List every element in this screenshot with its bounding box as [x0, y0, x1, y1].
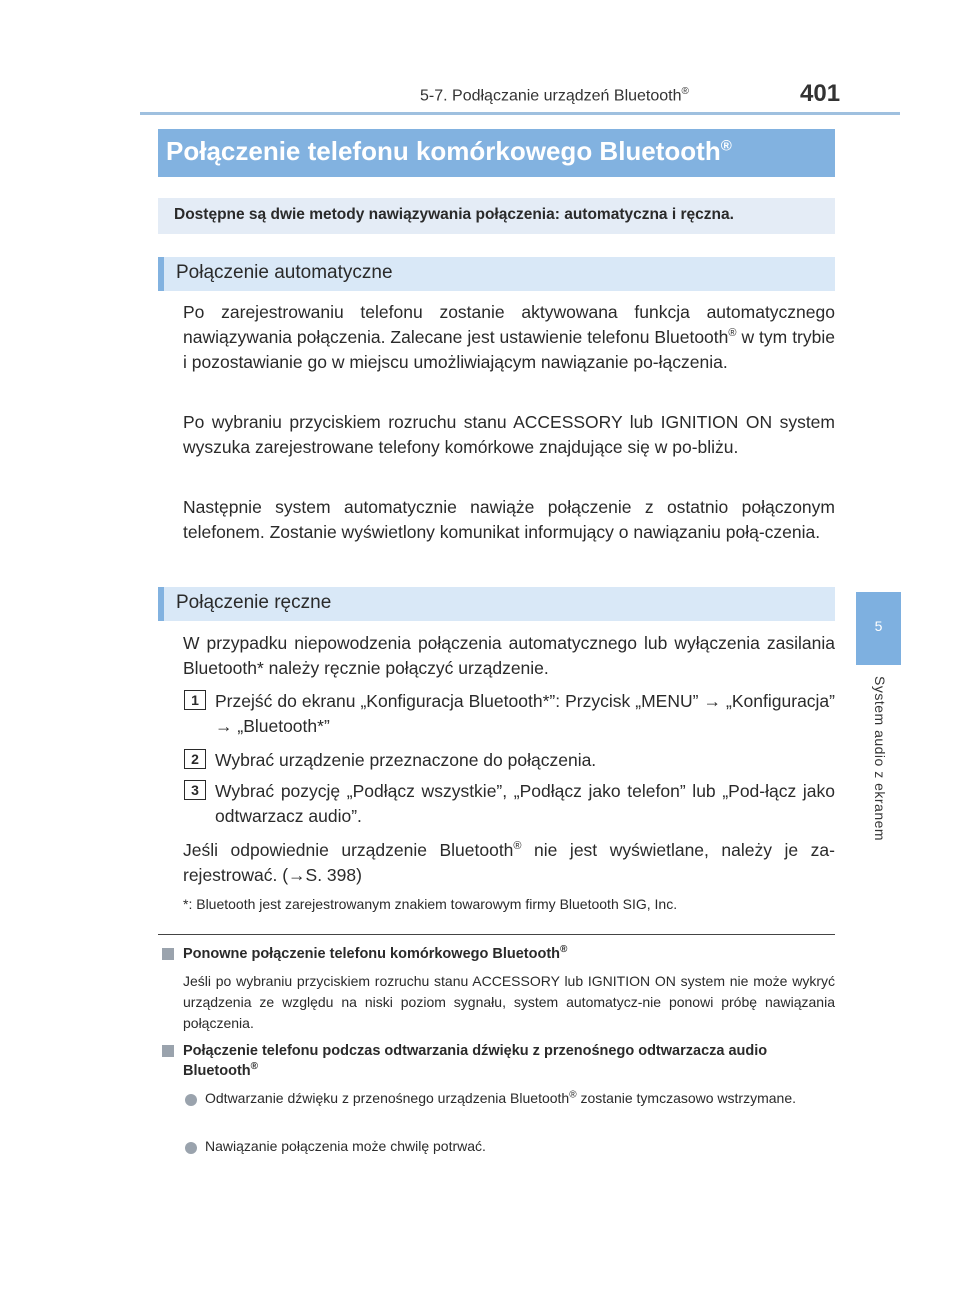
chapter-tab: 5	[856, 592, 901, 665]
step-number: 2	[184, 749, 206, 769]
footnote: *: Bluetooth jest zarejestrowanym znakiem towarowym firmy Bluetooth SIG, Inc.	[183, 896, 678, 912]
bullet-text: Odtwarzanie dźwięku z przenośnego urządzenia Bluetooth® zostanie tymczasowo wstrzymane.	[205, 1089, 796, 1106]
page-number: 401	[800, 80, 841, 107]
section-heading-auto: Połączenie automatyczne	[176, 262, 393, 283]
section-heading-manual: Połączenie ręczne	[176, 592, 332, 613]
note-heading: Połączenie telefonu podczas odtwarzania dźwięku z przenośnego odtwarzacza audio Bluetooth®	[183, 1043, 768, 1079]
arrow-icon: →	[703, 691, 722, 711]
paragraph: Następnie system automatycznie nawiąże połączenie z ostatnio połączonym telefonem. Zostanie wyświetlony komunikat informujący o nawiązaniu połą-czenia.	[183, 497, 835, 542]
arrow-icon: →	[215, 716, 233, 736]
step-number: 1	[184, 690, 206, 710]
running-header: 5-7. Podłączanie urządzeń Bluetooth®	[420, 86, 689, 105]
step-text: Wybrać urządzenie przeznaczone do połączenia.	[215, 750, 597, 770]
note-body: Jeśli po wybraniu przyciskiem rozruchu stanu ACCESSORY lub IGNITION ON system nie może wykryć urządzenia ze względu na niski poziom sygnału, system automatycz-nie ponowi próbę nawiązania połączenia.	[183, 973, 835, 1031]
paragraph: Jeśli odpowiednie urządzenie Bluetooth® nie jest wyświetlane, należy je za-rejestrować. (→S. 398)	[183, 838, 835, 888]
header-divider	[140, 112, 900, 115]
arrow-icon: →	[288, 865, 306, 885]
square-bullet-icon	[162, 948, 174, 960]
paragraph: W przypadku niepowodzenia połączenia automatycznego lub wyłączenia zasilania Bluetooth* należy ręcznie połączyć urządzenie.	[183, 633, 835, 678]
round-bullet-icon	[185, 1094, 197, 1106]
step-text: Przejść do ekranu „Konfiguracja Bluetooth*”: Przycisk „MENU” → „Konfiguracja” → „Bluetooth*”	[215, 689, 835, 739]
round-bullet-icon	[185, 1142, 197, 1154]
paragraph: Po wybraniu przyciskiem rozruchu stanu ACCESSORY lub IGNITION ON system wyszuka zarejestrowane telefony komórkowe znajdujące się w po-bliżu.	[183, 412, 835, 457]
paragraph: Po zarejestrowaniu telefonu zostanie aktywowana funkcja automatycznego nawiązywania połączenia. Zalecane jest ustawienie telefonu Bluetooth® w tym trybie i pozostawianie go w miejscu umożliwiającym nawiązanie po-łączenia.	[183, 302, 835, 372]
chapter-tab-label: System audio z ekranem	[872, 676, 888, 842]
note-heading: Ponowne połączenie telefonu komórkowego Bluetooth®	[183, 944, 568, 962]
square-bullet-icon	[162, 1045, 174, 1057]
intro-text: Dostępne są dwie metody nawiązywania połączenia: automatyczna i ręczna.	[174, 206, 734, 223]
step-text: Wybrać pozycję „Podłącz wszystkie”, „Podłącz jako telefon” lub „Pod-łącz jako odtwarzacz audio”.	[215, 781, 835, 826]
bullet-text: Nawiązanie połączenia może chwilę potrwać.	[205, 1138, 486, 1154]
step-number: 3	[184, 780, 206, 800]
divider	[158, 934, 835, 935]
page-title: Połączenie telefonu komórkowego Bluetooth®	[166, 136, 732, 166]
